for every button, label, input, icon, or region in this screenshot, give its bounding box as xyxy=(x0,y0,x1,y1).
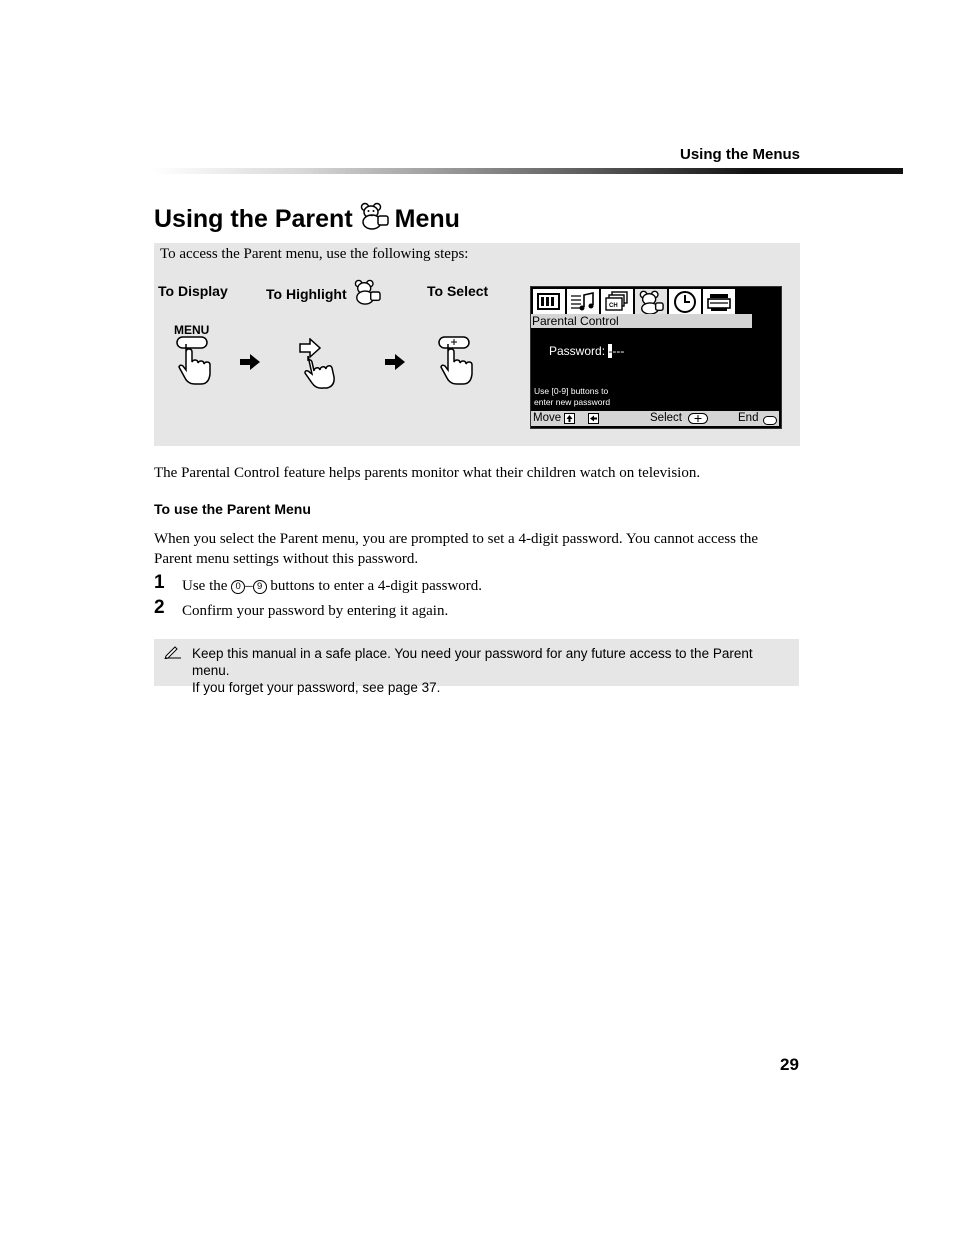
video-icon xyxy=(533,289,567,315)
footer-menu-label: MENU xyxy=(763,407,778,413)
password-placeholder: --- xyxy=(612,344,625,358)
arrow-right-icon xyxy=(385,354,405,375)
step-1-dash: – xyxy=(245,578,253,594)
step-number-2: 2 xyxy=(154,597,165,618)
note-box xyxy=(154,639,799,695)
step-1-text xyxy=(182,576,482,596)
step-label-select: To Select xyxy=(427,283,489,299)
password-field xyxy=(549,344,624,358)
finger-press-menu-icon xyxy=(176,335,216,392)
note-line-2: If you forget your password, see page 37. xyxy=(192,680,441,695)
timer-icon xyxy=(669,289,703,315)
joystick-left-icon xyxy=(588,413,599,429)
step-2-text: Confirm your password by entering it again. xyxy=(182,603,449,619)
header-rule xyxy=(152,168,903,174)
footer-select-label: Select xyxy=(650,412,682,424)
password-help-line1: Use [0-9] buttons to xyxy=(534,386,609,396)
step-label-highlight: To Highlight xyxy=(266,285,347,302)
finger-press-select-icon xyxy=(438,335,478,392)
step-label-display: To Display xyxy=(158,283,228,299)
password-label: Password: xyxy=(549,344,606,358)
tv-menu-title: Parental Control xyxy=(531,314,752,328)
intro-paragraph: The Parental Control feature helps parents monitor what their children watch on television. xyxy=(154,465,701,481)
parent-icon xyxy=(635,289,669,315)
joystick-up-icon xyxy=(564,413,575,429)
step-1-after: buttons to enter a 4-digit password. xyxy=(270,578,483,594)
section-subhead: To use the Parent Menu xyxy=(154,501,311,517)
body-paragraph: When you select the Parent menu, you are prompted to set a 4-digit password. You cannot access the Parent menu settings without this password. xyxy=(154,531,759,567)
key-9-icon: 9 xyxy=(253,580,267,594)
tv-menu-screen xyxy=(530,286,782,429)
tv-menu-footer xyxy=(531,407,779,426)
finger-joystick-icon xyxy=(298,338,340,395)
steps-panel xyxy=(154,243,800,446)
footer-move-label: Move xyxy=(533,412,562,424)
note-pencil-icon xyxy=(164,645,182,664)
menu-button-label: MENU xyxy=(174,323,210,337)
select-button-icon xyxy=(688,413,708,429)
step-number-1: 1 xyxy=(154,572,165,593)
step-label-highlight-wrap xyxy=(266,279,383,308)
tv-menu-tabs xyxy=(533,289,737,315)
panel-intro: To access the Parent menu, use the following steps: xyxy=(160,246,469,262)
teddy-bear-icon xyxy=(358,202,390,237)
password-help-line2: enter new password xyxy=(534,397,611,407)
teddy-bear-icon xyxy=(351,279,383,308)
setup-icon xyxy=(703,289,737,315)
channel-icon xyxy=(601,289,635,315)
menu-button-icon xyxy=(763,415,777,430)
note-line-1: Keep this manual in a safe place. You need your password for any future access to the Parent menu. xyxy=(192,646,753,678)
note-text xyxy=(192,645,792,696)
step-1-before: Use the xyxy=(182,578,228,594)
password-help xyxy=(534,386,610,408)
page-number: 29 xyxy=(780,1055,799,1074)
svg-text:CH: CH xyxy=(609,303,618,309)
key-0-icon: 0 xyxy=(231,580,245,594)
arrow-right-icon xyxy=(240,354,260,375)
page-title xyxy=(154,202,460,237)
audio-icon xyxy=(567,289,601,315)
footer-end-label: End xyxy=(738,412,759,424)
page-title-after: Menu xyxy=(394,205,460,233)
running-header: Using the Menus xyxy=(679,146,800,163)
page-title-before: Using the Parent xyxy=(154,205,353,233)
password-cursor: - xyxy=(608,344,613,358)
